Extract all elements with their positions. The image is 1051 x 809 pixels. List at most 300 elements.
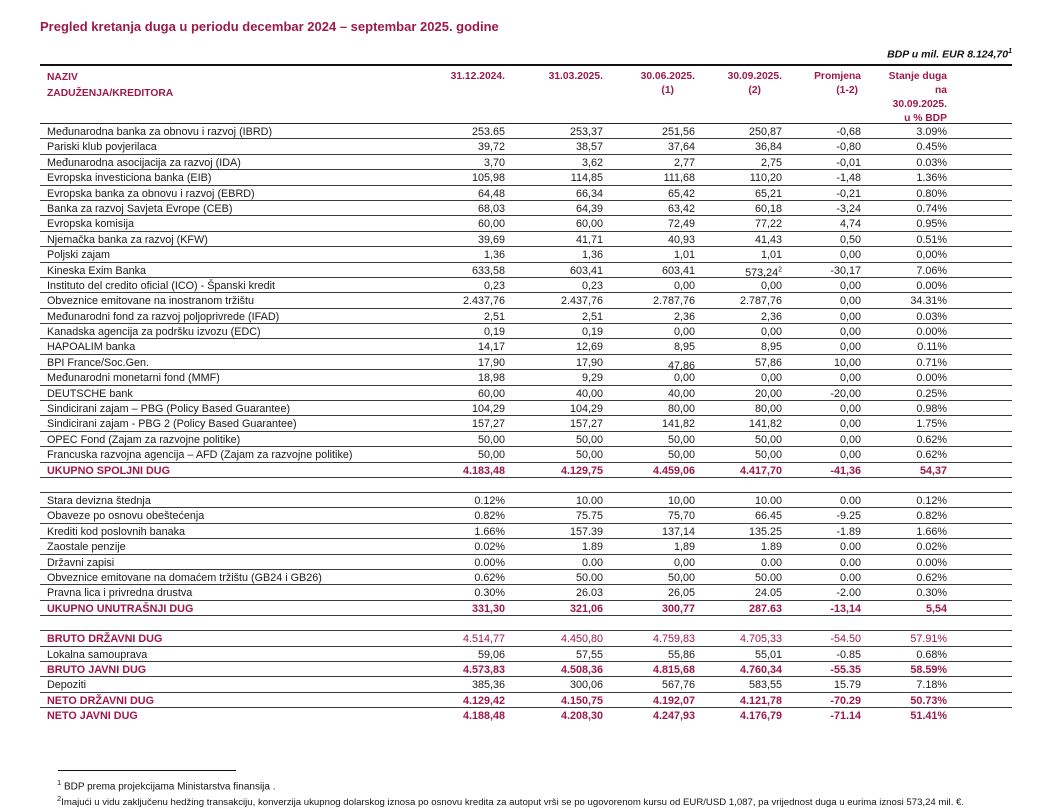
row-filler bbox=[947, 508, 1012, 522]
header-stanje-1: Stanje duga bbox=[888, 71, 947, 82]
row-value: 26.03 bbox=[575, 587, 603, 600]
row-filler bbox=[947, 170, 1012, 184]
bdp-note bbox=[887, 48, 1012, 61]
row-value: 2.437,76 bbox=[560, 295, 603, 308]
header-promjena-index: (1-2) bbox=[836, 85, 858, 96]
row-label: Sindicirani zajam – PBG (Policy Based Guarantee) bbox=[47, 403, 291, 416]
row-value: 0,00 bbox=[673, 556, 695, 569]
row-label: Sindicirani zajam - PBG 2 (Policy Based Guarantee) bbox=[47, 418, 297, 431]
row-value: 137,14 bbox=[661, 525, 695, 538]
row-value: 0.00% bbox=[916, 326, 947, 339]
row-value: 0.80% bbox=[916, 187, 947, 200]
row-value: 37,64 bbox=[667, 141, 695, 154]
row-value: 0.71% bbox=[916, 356, 947, 369]
debt-table bbox=[40, 64, 1012, 723]
row-value: 0.62% bbox=[916, 449, 947, 462]
row-value: 2.787,76 bbox=[739, 295, 782, 308]
footnote-1 bbox=[57, 778, 276, 792]
row-value: 0.74% bbox=[916, 202, 947, 215]
row-value: 60,18 bbox=[754, 202, 782, 215]
row-value: 2,51 bbox=[483, 310, 505, 323]
row-value: 0,00 bbox=[760, 326, 782, 339]
row-value: 0,00 bbox=[760, 372, 782, 385]
row-value: 65,21 bbox=[754, 187, 782, 200]
row-filler bbox=[947, 278, 1012, 292]
row-value: 0.45% bbox=[916, 141, 947, 154]
table-row bbox=[40, 662, 1012, 677]
header-creditor-name bbox=[40, 66, 428, 123]
row-filler bbox=[947, 139, 1012, 153]
row-value: 300,77 bbox=[661, 602, 695, 615]
bdp-note-footnote-marker: 1 bbox=[1008, 48, 1012, 55]
row-filler bbox=[947, 401, 1012, 415]
row-label: Međunarodni monetarni fond (MMF) bbox=[47, 372, 220, 385]
row-value: 0.12% bbox=[916, 494, 947, 507]
row-value: 26,05 bbox=[667, 587, 695, 600]
row-value: 63,42 bbox=[667, 202, 695, 215]
row-value: 9,29 bbox=[581, 372, 603, 385]
row-value: -55.35 bbox=[830, 663, 861, 676]
row-value: 80,00 bbox=[667, 403, 695, 416]
table-row bbox=[40, 124, 1012, 139]
row-value: 66,34 bbox=[575, 187, 603, 200]
row-value: 65,42 bbox=[667, 187, 695, 200]
row-value: 633,58 bbox=[471, 264, 505, 277]
row-value: 0,50 bbox=[839, 233, 861, 246]
bdp-note-text: BDP u mil. EUR 8.124,70 bbox=[887, 48, 1009, 61]
row-value: 57,55 bbox=[575, 648, 603, 661]
header-date-4: 30.09.2025. bbox=[727, 71, 782, 82]
header-stanje-3: 30.09.2025. bbox=[892, 99, 947, 110]
row-filler bbox=[947, 216, 1012, 230]
row-value: 0.62% bbox=[916, 433, 947, 446]
row-label: Zaostale penzije bbox=[47, 541, 126, 554]
table-row bbox=[40, 386, 1012, 401]
row-value: -13,14 bbox=[830, 602, 861, 615]
row-value: 0,00% bbox=[916, 249, 947, 262]
row-value: 0.00% bbox=[916, 372, 947, 385]
row-value: 20,00 bbox=[754, 387, 782, 400]
row-value: -0,80 bbox=[836, 141, 861, 154]
row-value: 573,24$^2$ bbox=[745, 266, 782, 280]
row-value: -20,00 bbox=[830, 387, 861, 400]
row-value: 12,69 bbox=[575, 341, 603, 354]
row-value: 0.62% bbox=[916, 571, 947, 584]
row-value: 0,00 bbox=[673, 326, 695, 339]
row-label: HAPOALIM banka bbox=[47, 341, 136, 354]
row-filler bbox=[947, 124, 1012, 138]
table-row bbox=[40, 139, 1012, 154]
footnote-1-marker: 1 bbox=[57, 778, 62, 787]
table-row bbox=[40, 170, 1012, 185]
row-value: 50.00 bbox=[575, 571, 603, 584]
row-value: 1,01 bbox=[760, 249, 782, 262]
table-row bbox=[40, 309, 1012, 324]
row-value: -1,48 bbox=[836, 172, 861, 185]
footnote-divider bbox=[58, 770, 236, 771]
row-value: 17,90 bbox=[477, 356, 505, 369]
row-filler bbox=[947, 601, 1012, 615]
row-label: Obveznice emitovane na inostranom tržištu bbox=[47, 295, 255, 308]
table-row bbox=[40, 647, 1012, 662]
row-value: -9.25 bbox=[836, 510, 861, 523]
row-value: -0,21 bbox=[836, 187, 861, 200]
row-label: Kanadska agencija za podršku izvozu (EDC) bbox=[47, 326, 261, 339]
row-value: 4.815,68 bbox=[652, 663, 695, 676]
row-value: 50,00 bbox=[575, 449, 603, 462]
row-value: 0.00% bbox=[916, 556, 947, 569]
table-row bbox=[40, 524, 1012, 539]
row-value: 1,89 bbox=[673, 541, 695, 554]
row-value: 0.12% bbox=[474, 494, 505, 507]
row-label: UKUPNO SPOLJNI DUG bbox=[47, 464, 170, 477]
row-value: 3,70 bbox=[483, 156, 505, 169]
row-value: 40,00 bbox=[575, 387, 603, 400]
row-value: 0.00% bbox=[916, 279, 947, 292]
row-value: 0.25% bbox=[916, 387, 947, 400]
row-label: Lokalna samouprava bbox=[47, 648, 148, 661]
row-value: 4.183,48 bbox=[462, 464, 505, 477]
footnote-2-marker: 2 bbox=[57, 794, 62, 803]
table-gap-row bbox=[40, 478, 1012, 493]
row-value: 57,86 bbox=[754, 356, 782, 369]
row-value: -0,68 bbox=[836, 126, 861, 138]
table-row bbox=[40, 677, 1012, 692]
row-value: 24.05 bbox=[754, 587, 782, 600]
row-filler bbox=[947, 324, 1012, 338]
row-value: 1.66% bbox=[916, 525, 947, 538]
row-label: UKUPNO UNUTRAŠNJI DUG bbox=[47, 602, 194, 615]
row-value: 0.00 bbox=[839, 494, 861, 507]
row-filler bbox=[947, 370, 1012, 384]
footnote-2 bbox=[57, 794, 964, 808]
row-filler bbox=[947, 247, 1012, 261]
row-value: 1.75% bbox=[916, 418, 947, 431]
page-title: Pregled kretanja duga u periodu decembar 2024 – septembar 2025. godine bbox=[40, 19, 499, 34]
table-row bbox=[40, 263, 1012, 278]
row-value: 111,68 bbox=[663, 172, 695, 185]
row-value: 50,00 bbox=[575, 433, 603, 446]
row-value: 41,43 bbox=[754, 233, 782, 246]
row-value: 4.150,75 bbox=[560, 694, 603, 707]
row-filler bbox=[947, 263, 1012, 277]
row-label: Francuska razvojna agencija – AFD (Zajam za razvojne politike) bbox=[47, 449, 353, 462]
row-value: -54.50 bbox=[830, 633, 861, 646]
row-value: 4.459,06 bbox=[652, 464, 695, 477]
row-value: 0.30% bbox=[474, 587, 505, 600]
row-value: 0,00 bbox=[839, 418, 861, 431]
row-filler bbox=[947, 585, 1012, 599]
row-filler bbox=[947, 416, 1012, 430]
row-value: 38,57 bbox=[575, 141, 603, 154]
row-label: Međunarodni fond za razvoj poljoprivrede (IFAD) bbox=[47, 310, 280, 323]
row-value: 66.45 bbox=[754, 510, 782, 523]
row-value: 603,41 bbox=[569, 264, 603, 277]
row-label: Državni zapisi bbox=[47, 556, 115, 569]
table-body bbox=[40, 124, 1012, 723]
row-value: 0.98% bbox=[916, 403, 947, 416]
row-filler bbox=[947, 186, 1012, 200]
table-row bbox=[40, 278, 1012, 293]
row-value: 4.188,48 bbox=[462, 710, 505, 723]
row-value: 104,29 bbox=[569, 403, 603, 416]
row-filler bbox=[947, 339, 1012, 353]
row-value: 567,76 bbox=[661, 679, 695, 692]
header-col-30-09-2025 bbox=[695, 66, 782, 123]
row-value: 60,00 bbox=[575, 218, 603, 231]
header-stanje-4: u % BDP bbox=[904, 113, 947, 124]
row-value: 4.247,93 bbox=[652, 710, 695, 723]
row-label: Stara devizna štednja bbox=[47, 494, 151, 507]
table-gap-row bbox=[40, 616, 1012, 631]
row-value: 50,00 bbox=[667, 449, 695, 462]
row-value: 0.68% bbox=[916, 648, 947, 661]
row-value: 2,51 bbox=[581, 310, 603, 323]
row-value: 287.63 bbox=[748, 602, 782, 615]
row-value: -0.85 bbox=[836, 648, 861, 661]
row-value: 0.03% bbox=[916, 156, 947, 169]
row-value: 157,27 bbox=[569, 418, 603, 431]
row-label: Evropska banka za obnovu i razvoj (EBRD) bbox=[47, 187, 255, 200]
row-filler bbox=[947, 493, 1012, 507]
row-value: 300,06 bbox=[569, 679, 603, 692]
row-value: 60,00 bbox=[477, 387, 505, 400]
row-value: 331,30 bbox=[471, 602, 505, 615]
table-row bbox=[40, 201, 1012, 216]
header-col-promjena bbox=[782, 66, 861, 123]
row-value: 1,36 bbox=[483, 249, 505, 262]
row-filler bbox=[947, 524, 1012, 538]
row-value: 603,41 bbox=[661, 264, 695, 277]
row-label: Kineska Exim Banka bbox=[47, 264, 147, 277]
row-value: 253,37 bbox=[569, 126, 603, 138]
row-value: -3,24 bbox=[836, 202, 861, 215]
row-label: Evropska komisija bbox=[47, 218, 135, 231]
row-value: 0,23 bbox=[581, 279, 603, 292]
row-value: 68,03 bbox=[477, 202, 505, 215]
row-value: 0.11% bbox=[917, 341, 947, 354]
row-value: 321,06 bbox=[569, 602, 603, 615]
row-label: NETO JAVNI DUG bbox=[47, 710, 138, 723]
row-value: 0,00 bbox=[760, 279, 782, 292]
row-value: 104,29 bbox=[471, 403, 505, 416]
row-label: DEUTSCHE bank bbox=[47, 387, 133, 400]
row-value: 0.02% bbox=[916, 541, 947, 554]
row-value: 51.41% bbox=[910, 710, 947, 723]
table-row bbox=[40, 708, 1012, 723]
row-value: 4.208,30 bbox=[560, 710, 603, 723]
header-col-31-03-2025 bbox=[505, 66, 603, 123]
row-filler bbox=[947, 155, 1012, 169]
table-row bbox=[40, 401, 1012, 416]
row-value: 47,86 bbox=[667, 359, 695, 372]
row-value: 250,87 bbox=[748, 126, 782, 138]
row-value: 4.176,79 bbox=[739, 710, 782, 723]
row-value: 583,55 bbox=[748, 679, 782, 692]
row-value: -1.89 bbox=[836, 525, 861, 538]
row-value: 57.91% bbox=[910, 633, 947, 646]
row-label: Depoziti bbox=[47, 679, 87, 692]
row-value: 251,56 bbox=[661, 126, 695, 138]
row-value: 50,00 bbox=[754, 433, 782, 446]
row-value: 2.787,76 bbox=[652, 295, 695, 308]
row-value: 55,86 bbox=[667, 648, 695, 661]
row-value: 7.06% bbox=[916, 264, 947, 277]
row-filler bbox=[947, 432, 1012, 446]
row-value: 40,93 bbox=[667, 233, 695, 246]
row-value: 4.192,07 bbox=[652, 694, 695, 707]
row-value: 50,00 bbox=[667, 571, 695, 584]
row-label: BPI France/Soc.Gen. bbox=[47, 356, 150, 369]
header-filler bbox=[947, 66, 1012, 123]
row-value: 253.65 bbox=[471, 126, 505, 138]
row-value: 0,00 bbox=[839, 310, 861, 323]
row-value: 114,85 bbox=[570, 172, 603, 185]
footnote-1-text: BDP prema projekcijama Ministarstva finansija . bbox=[61, 781, 276, 793]
row-value: 60,00 bbox=[477, 218, 505, 231]
row-filler bbox=[947, 662, 1012, 676]
row-value: 0.03% bbox=[916, 310, 947, 323]
table-row bbox=[40, 447, 1012, 462]
table-row bbox=[40, 247, 1012, 262]
row-value: 77,22 bbox=[754, 218, 782, 231]
header-date-2: 31.03.2025. bbox=[548, 71, 603, 82]
row-value: -70.29 bbox=[830, 694, 861, 707]
row-label: Obaveze po osnovu obeštećenja bbox=[47, 510, 205, 523]
row-label: Međunarodna banka za obnovu i razvoj (IBRD) bbox=[47, 126, 273, 138]
row-value: 1.89 bbox=[760, 541, 782, 554]
row-value: 0.95% bbox=[916, 218, 947, 231]
row-value: 8,95 bbox=[673, 341, 695, 354]
row-label: OPEC Fond (Zajam za razvojne politike) bbox=[47, 433, 241, 446]
row-value: 0.00 bbox=[839, 541, 861, 554]
row-label: Instituto del credito oficial (ICO) - Španski kredit bbox=[47, 279, 276, 292]
row-value: 157,27 bbox=[471, 418, 505, 431]
row-filler bbox=[947, 463, 1012, 477]
row-filler bbox=[947, 647, 1012, 661]
table-row bbox=[40, 293, 1012, 308]
row-value: 2.437,76 bbox=[462, 295, 505, 308]
row-value: 110,20 bbox=[749, 172, 782, 185]
row-value: 4.129,42 bbox=[462, 694, 505, 707]
row-value: 5,54 bbox=[925, 602, 947, 615]
row-filler bbox=[947, 355, 1012, 369]
row-value: 50,00 bbox=[477, 449, 505, 462]
row-value: 50.73% bbox=[910, 694, 947, 707]
row-value: 3,62 bbox=[581, 156, 603, 169]
header-stanje-2: na bbox=[934, 85, 947, 96]
row-value: 0,00 bbox=[839, 249, 861, 262]
row-filler bbox=[947, 708, 1012, 723]
row-value: 4,74 bbox=[839, 218, 861, 231]
row-value: 80,00 bbox=[754, 403, 782, 416]
row-value: 4.121,78 bbox=[739, 694, 782, 707]
row-value: 0.62% bbox=[474, 571, 505, 584]
row-filler bbox=[947, 677, 1012, 691]
header-zaduzenja: ZADUŽENJA/KREDITORA bbox=[47, 88, 174, 99]
row-value: 0,00 bbox=[839, 279, 861, 292]
row-label: BRUTO DRŽAVNI DUG bbox=[47, 633, 163, 646]
table-row bbox=[40, 631, 1012, 646]
header-naziv: NAZIV bbox=[47, 72, 78, 83]
row-value: 14,17 bbox=[477, 341, 505, 354]
row-value: 36,84 bbox=[754, 141, 782, 154]
row-value: 64,48 bbox=[477, 187, 505, 200]
row-value: 0,00 bbox=[839, 433, 861, 446]
table-row bbox=[40, 508, 1012, 523]
table-row bbox=[40, 370, 1012, 385]
footnote-marker: 2 bbox=[778, 266, 782, 274]
row-value: 72,49 bbox=[667, 218, 695, 231]
row-value: 8,95 bbox=[760, 341, 782, 354]
row-value: 50,00 bbox=[477, 433, 505, 446]
row-label: Banka za razvoj Savjeta Evrope (CEB) bbox=[47, 202, 233, 215]
row-value: 4.508,36 bbox=[560, 663, 603, 676]
table-row bbox=[40, 493, 1012, 508]
row-value: 75.75 bbox=[575, 510, 603, 523]
row-value: 385,36 bbox=[471, 679, 505, 692]
header-date-1: 31.12.2024. bbox=[450, 71, 505, 82]
table-row bbox=[40, 555, 1012, 570]
header-col-30-06-2025 bbox=[603, 66, 695, 123]
row-label: Pariski klub povjerilaca bbox=[47, 141, 157, 154]
table-row bbox=[40, 601, 1012, 616]
row-value: 0.00 bbox=[760, 556, 782, 569]
table-row bbox=[40, 585, 1012, 600]
row-label: NETO DRŽAVNI DUG bbox=[47, 694, 154, 707]
row-value: 0,00 bbox=[839, 326, 861, 339]
row-value: 0.82% bbox=[474, 510, 505, 523]
table-row bbox=[40, 463, 1012, 478]
row-value: 0,19 bbox=[581, 326, 603, 339]
row-filler bbox=[947, 309, 1012, 323]
row-value: 55,01 bbox=[754, 648, 782, 661]
row-value: 0,19 bbox=[483, 326, 505, 339]
row-filler bbox=[947, 447, 1012, 461]
table-row bbox=[40, 539, 1012, 554]
row-label: BRUTO JAVNI DUG bbox=[47, 663, 147, 676]
row-value: -41,36 bbox=[830, 464, 861, 477]
row-value: 2,77 bbox=[673, 156, 695, 169]
header-col-31-12-2024 bbox=[428, 66, 505, 123]
row-value: 0,00 bbox=[839, 341, 861, 354]
row-filler bbox=[947, 539, 1012, 553]
table-row bbox=[40, 339, 1012, 354]
row-filler bbox=[947, 693, 1012, 707]
table-row bbox=[40, 232, 1012, 247]
header-date-3-index: (1) bbox=[661, 85, 674, 96]
row-filler bbox=[947, 555, 1012, 569]
row-value: 4.129,75 bbox=[560, 464, 603, 477]
row-value: 15.79 bbox=[833, 679, 861, 692]
table-row bbox=[40, 570, 1012, 585]
row-value: -30,17 bbox=[830, 264, 861, 277]
row-value: 2,36 bbox=[760, 310, 782, 323]
row-value: 0,23 bbox=[483, 279, 505, 292]
row-value: 7.18% bbox=[916, 679, 947, 692]
row-value: 18,98 bbox=[477, 372, 505, 385]
row-value: 58.59% bbox=[910, 663, 947, 676]
row-value: 10,00 bbox=[833, 356, 861, 369]
row-value: 141,82 bbox=[748, 418, 782, 431]
row-value: 0,00 bbox=[839, 403, 861, 416]
row-value: 50,00 bbox=[667, 433, 695, 446]
row-value: 4.760,34 bbox=[739, 663, 782, 676]
row-value: 10,00 bbox=[667, 494, 695, 507]
row-value: 17,90 bbox=[575, 356, 603, 369]
row-value: 105,98 bbox=[471, 172, 505, 185]
row-filler bbox=[947, 293, 1012, 307]
